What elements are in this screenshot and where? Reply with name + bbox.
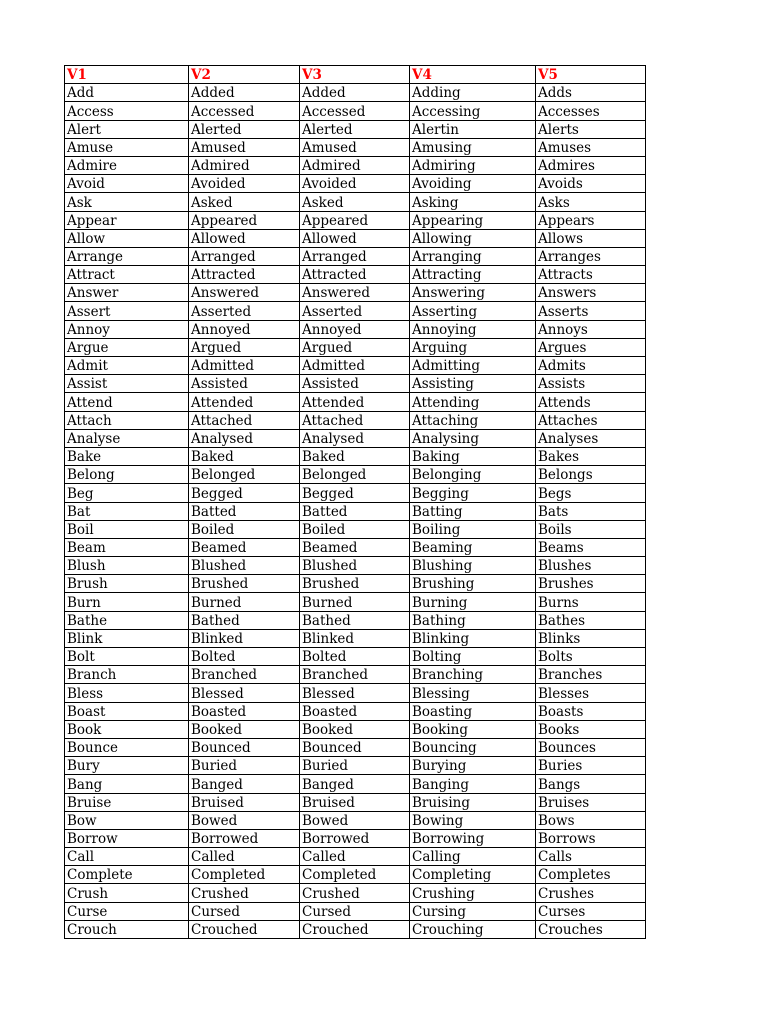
table-cell-v4: Admitting xyxy=(410,357,536,375)
verb-forms-table xyxy=(64,65,646,939)
table-cell-v5: Branches xyxy=(536,666,646,684)
table-cell-v3: Arranged xyxy=(300,247,410,265)
table-cell-v4: Annoying xyxy=(410,320,536,338)
table-cell-v4: Borrowing xyxy=(410,829,536,847)
table-cell-v2: Bruised xyxy=(189,793,300,811)
table-cell-v5: Assists xyxy=(536,375,646,393)
table-cell-v5: Bounces xyxy=(536,738,646,756)
header-row xyxy=(65,66,646,84)
table-cell-v2: Blushed xyxy=(189,557,300,575)
table-row xyxy=(65,302,646,320)
table-cell-v3: Belonged xyxy=(300,466,410,484)
table-row xyxy=(65,738,646,756)
table-cell-v5: Completes xyxy=(536,866,646,884)
table-row xyxy=(65,193,646,211)
table-cell-v2: Arranged xyxy=(189,247,300,265)
table-row xyxy=(65,484,646,502)
table-cell-v4: Analysing xyxy=(410,429,536,447)
table-cell-v3: Blushed xyxy=(300,557,410,575)
table-row xyxy=(65,411,646,429)
table-cell-v1: Attach xyxy=(65,411,189,429)
table-row xyxy=(65,611,646,629)
table-cell-v3: Allowed xyxy=(300,229,410,247)
table-cell-v1: Assert xyxy=(65,302,189,320)
table-row xyxy=(65,120,646,138)
table-cell-v4: Appearing xyxy=(410,211,536,229)
table-cell-v1: Bless xyxy=(65,684,189,702)
table-cell-v3: Banged xyxy=(300,775,410,793)
table-cell-v4: Batting xyxy=(410,502,536,520)
table-cell-v3: Begged xyxy=(300,484,410,502)
table-row xyxy=(65,102,646,120)
table-cell-v3: Bounced xyxy=(300,738,410,756)
table-cell-v1: Bounce xyxy=(65,738,189,756)
table-cell-v3: Attended xyxy=(300,393,410,411)
table-cell-v2: Accessed xyxy=(189,102,300,120)
table-cell-v2: Argued xyxy=(189,338,300,356)
table-row xyxy=(65,429,646,447)
table-cell-v1: Arrange xyxy=(65,247,189,265)
table-row xyxy=(65,593,646,611)
table-cell-v2: Crushed xyxy=(189,884,300,902)
table-cell-v5: Books xyxy=(536,720,646,738)
table-cell-v1: Call xyxy=(65,848,189,866)
table-row xyxy=(65,320,646,338)
table-cell-v5: Amuses xyxy=(536,138,646,156)
table-cell-v1: Add xyxy=(65,84,189,102)
table-cell-v2: Bowed xyxy=(189,811,300,829)
table-cell-v5: Beams xyxy=(536,538,646,556)
table-cell-v2: Attracted xyxy=(189,266,300,284)
table-cell-v1: Attend xyxy=(65,393,189,411)
table-cell-v4: Accessing xyxy=(410,102,536,120)
table-cell-v5: Bakes xyxy=(536,447,646,465)
table-cell-v3: Asked xyxy=(300,193,410,211)
table-cell-v3: Added xyxy=(300,84,410,102)
table-cell-v1: Book xyxy=(65,720,189,738)
table-cell-v2: Attached xyxy=(189,411,300,429)
table-cell-v3: Beamed xyxy=(300,538,410,556)
table-cell-v4: Arguing xyxy=(410,338,536,356)
table-cell-v3: Bathed xyxy=(300,611,410,629)
table-row xyxy=(65,866,646,884)
table-cell-v4: Amusing xyxy=(410,138,536,156)
table-row xyxy=(65,338,646,356)
table-cell-v1: Appear xyxy=(65,211,189,229)
table-cell-v1: Crush xyxy=(65,884,189,902)
table-cell-v2: Burned xyxy=(189,593,300,611)
table-cell-v5: Attends xyxy=(536,393,646,411)
table-cell-v1: Bake xyxy=(65,447,189,465)
table-row xyxy=(65,502,646,520)
table-cell-v1: Bat xyxy=(65,502,189,520)
table-cell-v5: Appears xyxy=(536,211,646,229)
table-cell-v4: Attending xyxy=(410,393,536,411)
table-cell-v2: Appeared xyxy=(189,211,300,229)
table-row xyxy=(65,684,646,702)
table-cell-v2: Branched xyxy=(189,666,300,684)
table-cell-v5: Curses xyxy=(536,902,646,920)
table-cell-v4: Completing xyxy=(410,866,536,884)
table-cell-v4: Crushing xyxy=(410,884,536,902)
table-cell-v4: Attracting xyxy=(410,266,536,284)
table-cell-v1: Complete xyxy=(65,866,189,884)
header-v1: V1 xyxy=(65,66,189,84)
table-cell-v1: Analyse xyxy=(65,429,189,447)
table-cell-v5: Analyses xyxy=(536,429,646,447)
table-cell-v4: Blinking xyxy=(410,629,536,647)
table-cell-v2: Crouched xyxy=(189,920,300,938)
table-cell-v4: Bruising xyxy=(410,793,536,811)
table-cell-v4: Belonging xyxy=(410,466,536,484)
table-cell-v5: Bruises xyxy=(536,793,646,811)
table-row xyxy=(65,447,646,465)
table-row xyxy=(65,848,646,866)
table-cell-v5: Bats xyxy=(536,502,646,520)
table-cell-v4: Answering xyxy=(410,284,536,302)
table-cell-v2: Bounced xyxy=(189,738,300,756)
table-cell-v2: Avoided xyxy=(189,175,300,193)
table-cell-v2: Booked xyxy=(189,720,300,738)
table-cell-v4: Booking xyxy=(410,720,536,738)
table-cell-v5: Arranges xyxy=(536,247,646,265)
table-cell-v3: Boiled xyxy=(300,520,410,538)
table-cell-v3: Baked xyxy=(300,447,410,465)
table-cell-v5: Admires xyxy=(536,156,646,174)
table-row xyxy=(65,266,646,284)
table-cell-v5: Crushes xyxy=(536,884,646,902)
table-cell-v4: Arranging xyxy=(410,247,536,265)
table-cell-v2: Cursed xyxy=(189,902,300,920)
table-cell-v4: Bowing xyxy=(410,811,536,829)
table-cell-v5: Accesses xyxy=(536,102,646,120)
table-cell-v4: Branching xyxy=(410,666,536,684)
table-cell-v2: Boiled xyxy=(189,520,300,538)
table-cell-v1: Argue xyxy=(65,338,189,356)
table-row xyxy=(65,247,646,265)
table-cell-v5: Bangs xyxy=(536,775,646,793)
table-body xyxy=(65,84,646,939)
table-cell-v4: Adding xyxy=(410,84,536,102)
table-cell-v4: Attaching xyxy=(410,411,536,429)
table-cell-v4: Asserting xyxy=(410,302,536,320)
table-row xyxy=(65,629,646,647)
table-cell-v1: Beg xyxy=(65,484,189,502)
table-row xyxy=(65,702,646,720)
table-row xyxy=(65,138,646,156)
table-cell-v5: Begs xyxy=(536,484,646,502)
table-cell-v1: Belong xyxy=(65,466,189,484)
table-cell-v3: Blinked xyxy=(300,629,410,647)
table-cell-v4: Allowing xyxy=(410,229,536,247)
table-cell-v2: Admired xyxy=(189,156,300,174)
table-cell-v3: Brushed xyxy=(300,575,410,593)
table-cell-v5: Belongs xyxy=(536,466,646,484)
table-cell-v4: Burying xyxy=(410,757,536,775)
table-cell-v4: Bathing xyxy=(410,611,536,629)
table-cell-v1: Curse xyxy=(65,902,189,920)
table-cell-v3: Appeared xyxy=(300,211,410,229)
table-cell-v4: Bolting xyxy=(410,648,536,666)
table-row xyxy=(65,793,646,811)
table-cell-v4: Asking xyxy=(410,193,536,211)
table-row xyxy=(65,811,646,829)
table-row xyxy=(65,375,646,393)
table-cell-v2: Borrowed xyxy=(189,829,300,847)
table-cell-v4: Admiring xyxy=(410,156,536,174)
table-cell-v2: Assisted xyxy=(189,375,300,393)
table-cell-v5: Bows xyxy=(536,811,646,829)
table-cell-v1: Branch xyxy=(65,666,189,684)
table-cell-v4: Calling xyxy=(410,848,536,866)
table-cell-v3: Boasted xyxy=(300,702,410,720)
table-cell-v2: Banged xyxy=(189,775,300,793)
table-cell-v2: Admitted xyxy=(189,357,300,375)
table-cell-v2: Beamed xyxy=(189,538,300,556)
table-cell-v3: Called xyxy=(300,848,410,866)
table-cell-v3: Attached xyxy=(300,411,410,429)
table-row xyxy=(65,229,646,247)
table-cell-v2: Blinked xyxy=(189,629,300,647)
table-cell-v2: Alerted xyxy=(189,120,300,138)
table-cell-v4: Boasting xyxy=(410,702,536,720)
table-cell-v1: Borrow xyxy=(65,829,189,847)
table-cell-v4: Banging xyxy=(410,775,536,793)
table-row xyxy=(65,575,646,593)
table-cell-v5: Allows xyxy=(536,229,646,247)
table-cell-v5: Asserts xyxy=(536,302,646,320)
table-cell-v3: Analysed xyxy=(300,429,410,447)
table-cell-v1: Assist xyxy=(65,375,189,393)
table-cell-v4: Burning xyxy=(410,593,536,611)
table-cell-v5: Brushes xyxy=(536,575,646,593)
table-cell-v3: Buried xyxy=(300,757,410,775)
table-row xyxy=(65,884,646,902)
table-cell-v3: Blessed xyxy=(300,684,410,702)
table-cell-v4: Blushing xyxy=(410,557,536,575)
table-row xyxy=(65,648,646,666)
table-cell-v3: Alerted xyxy=(300,120,410,138)
table-cell-v2: Begged xyxy=(189,484,300,502)
header-v4: V4 xyxy=(410,66,536,84)
table-cell-v1: Attract xyxy=(65,266,189,284)
table-cell-v1: Beam xyxy=(65,538,189,556)
table-cell-v1: Blink xyxy=(65,629,189,647)
table-row xyxy=(65,393,646,411)
table-cell-v5: Borrows xyxy=(536,829,646,847)
table-cell-v3: Bowed xyxy=(300,811,410,829)
table-cell-v1: Allow xyxy=(65,229,189,247)
table-cell-v2: Completed xyxy=(189,866,300,884)
table-cell-v2: Blessed xyxy=(189,684,300,702)
table-cell-v1: Bathe xyxy=(65,611,189,629)
table-cell-v1: Alert xyxy=(65,120,189,138)
table-cell-v4: Alertin xyxy=(410,120,536,138)
table-cell-v3: Amused xyxy=(300,138,410,156)
table-cell-v1: Annoy xyxy=(65,320,189,338)
table-cell-v5: Crouches xyxy=(536,920,646,938)
table-cell-v4: Brushing xyxy=(410,575,536,593)
table-cell-v1: Answer xyxy=(65,284,189,302)
table-row xyxy=(65,829,646,847)
table-row xyxy=(65,175,646,193)
table-cell-v3: Annoyed xyxy=(300,320,410,338)
table-cell-v2: Analysed xyxy=(189,429,300,447)
table-cell-v1: Bury xyxy=(65,757,189,775)
table-cell-v3: Admitted xyxy=(300,357,410,375)
table-cell-v2: Baked xyxy=(189,447,300,465)
table-cell-v2: Brushed xyxy=(189,575,300,593)
table-cell-v5: Alerts xyxy=(536,120,646,138)
table-cell-v1: Blush xyxy=(65,557,189,575)
table-cell-v4: Baking xyxy=(410,447,536,465)
table-cell-v1: Ask xyxy=(65,193,189,211)
table-cell-v5: Bathes xyxy=(536,611,646,629)
table-cell-v3: Completed xyxy=(300,866,410,884)
table-cell-v5: Avoids xyxy=(536,175,646,193)
table-cell-v3: Answered xyxy=(300,284,410,302)
table-cell-v1: Bruise xyxy=(65,793,189,811)
table-cell-v2: Bolted xyxy=(189,648,300,666)
table-cell-v2: Buried xyxy=(189,757,300,775)
table-cell-v3: Accessed xyxy=(300,102,410,120)
table-cell-v5: Attracts xyxy=(536,266,646,284)
table-row xyxy=(65,357,646,375)
header-v3: V3 xyxy=(300,66,410,84)
table-cell-v5: Burns xyxy=(536,593,646,611)
table-cell-v3: Borrowed xyxy=(300,829,410,847)
table-cell-v5: Asks xyxy=(536,193,646,211)
table-cell-v2: Added xyxy=(189,84,300,102)
table-cell-v2: Amused xyxy=(189,138,300,156)
table-row xyxy=(65,466,646,484)
table-cell-v1: Boil xyxy=(65,520,189,538)
table-cell-v5: Boasts xyxy=(536,702,646,720)
table-row xyxy=(65,902,646,920)
header-v2: V2 xyxy=(189,66,300,84)
table-cell-v4: Blessing xyxy=(410,684,536,702)
table-cell-v3: Booked xyxy=(300,720,410,738)
table-cell-v4: Crouching xyxy=(410,920,536,938)
table-cell-v3: Avoided xyxy=(300,175,410,193)
table-cell-v5: Annoys xyxy=(536,320,646,338)
table-row xyxy=(65,775,646,793)
table-cell-v1: Crouch xyxy=(65,920,189,938)
table-cell-v2: Belonged xyxy=(189,466,300,484)
table-cell-v2: Attended xyxy=(189,393,300,411)
table-cell-v1: Burn xyxy=(65,593,189,611)
table-cell-v2: Bathed xyxy=(189,611,300,629)
table-cell-v2: Batted xyxy=(189,502,300,520)
header-v5: V5 xyxy=(536,66,646,84)
table-cell-v3: Assisted xyxy=(300,375,410,393)
table-cell-v3: Attracted xyxy=(300,266,410,284)
table-cell-v1: Admit xyxy=(65,357,189,375)
table-cell-v4: Cursing xyxy=(410,902,536,920)
table-cell-v5: Blinks xyxy=(536,629,646,647)
table-cell-v4: Bouncing xyxy=(410,738,536,756)
table-cell-v5: Adds xyxy=(536,84,646,102)
table-row xyxy=(65,720,646,738)
table-cell-v1: Access xyxy=(65,102,189,120)
table-cell-v2: Asserted xyxy=(189,302,300,320)
table-cell-v3: Burned xyxy=(300,593,410,611)
table-cell-v4: Assisting xyxy=(410,375,536,393)
table-cell-v4: Beaming xyxy=(410,538,536,556)
table-cell-v5: Attaches xyxy=(536,411,646,429)
table-cell-v2: Answered xyxy=(189,284,300,302)
table-cell-v3: Cursed xyxy=(300,902,410,920)
table-cell-v3: Admired xyxy=(300,156,410,174)
table-row xyxy=(65,284,646,302)
table-row xyxy=(65,538,646,556)
table-cell-v3: Bruised xyxy=(300,793,410,811)
table-cell-v5: Boils xyxy=(536,520,646,538)
table-cell-v1: Admire xyxy=(65,156,189,174)
table-row xyxy=(65,520,646,538)
table-cell-v5: Calls xyxy=(536,848,646,866)
table-row xyxy=(65,757,646,775)
table-cell-v3: Branched xyxy=(300,666,410,684)
table-cell-v1: Bang xyxy=(65,775,189,793)
table-cell-v5: Bolts xyxy=(536,648,646,666)
table-cell-v1: Avoid xyxy=(65,175,189,193)
table-cell-v4: Begging xyxy=(410,484,536,502)
table-cell-v1: Bow xyxy=(65,811,189,829)
table-cell-v2: Asked xyxy=(189,193,300,211)
table-cell-v5: Blushes xyxy=(536,557,646,575)
table-cell-v2: Annoyed xyxy=(189,320,300,338)
table-cell-v3: Batted xyxy=(300,502,410,520)
table-row xyxy=(65,84,646,102)
table-row xyxy=(65,920,646,938)
table-cell-v5: Argues xyxy=(536,338,646,356)
table-cell-v5: Answers xyxy=(536,284,646,302)
table-cell-v1: Amuse xyxy=(65,138,189,156)
table-cell-v3: Crouched xyxy=(300,920,410,938)
table-cell-v5: Blesses xyxy=(536,684,646,702)
table-row xyxy=(65,557,646,575)
table-cell-v4: Boiling xyxy=(410,520,536,538)
table-cell-v3: Asserted xyxy=(300,302,410,320)
table-cell-v1: Brush xyxy=(65,575,189,593)
table-cell-v1: Bolt xyxy=(65,648,189,666)
table-cell-v1: Boast xyxy=(65,702,189,720)
table-cell-v3: Bolted xyxy=(300,648,410,666)
table-cell-v2: Allowed xyxy=(189,229,300,247)
table-cell-v5: Admits xyxy=(536,357,646,375)
table-cell-v3: Argued xyxy=(300,338,410,356)
table-cell-v3: Crushed xyxy=(300,884,410,902)
table-cell-v4: Avoiding xyxy=(410,175,536,193)
table-row xyxy=(65,156,646,174)
table-cell-v2: Called xyxy=(189,848,300,866)
table-row xyxy=(65,211,646,229)
table-cell-v2: Boasted xyxy=(189,702,300,720)
table-cell-v5: Buries xyxy=(536,757,646,775)
table-row xyxy=(65,666,646,684)
